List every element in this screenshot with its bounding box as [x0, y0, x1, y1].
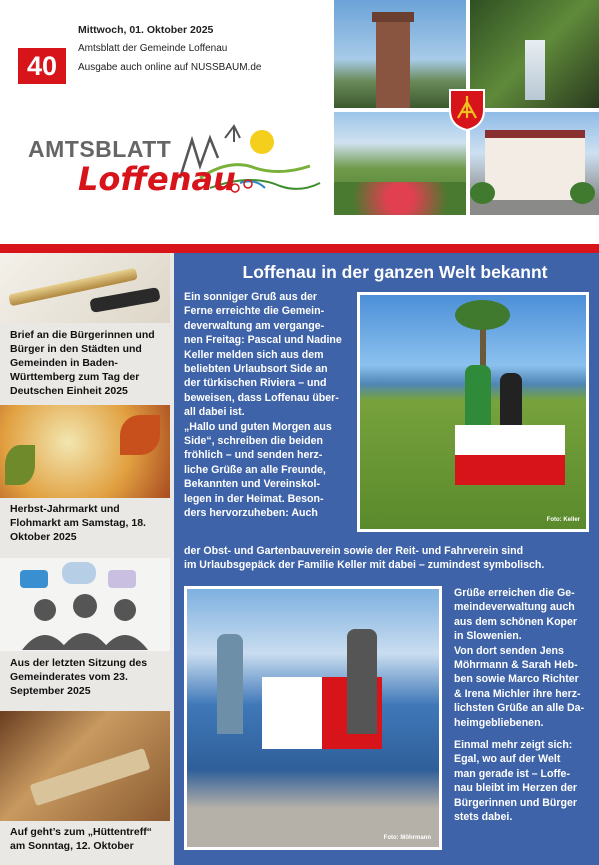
section-divider	[0, 244, 599, 253]
side-photo	[357, 292, 589, 532]
townhall-photo	[470, 112, 599, 215]
logo-amtsblatt: AMTSBLATT	[28, 136, 172, 162]
photo-credit-moehrmann: Foto: Möhrmann	[383, 835, 431, 841]
meeting-icon	[0, 558, 170, 651]
issue-date: Mittwoch, 01. Oktober 2025	[78, 24, 214, 36]
sidebar-item-huettentreff[interactable]: Auf geht’s zum „Hüttentreff“ am Sonntag, 12. Oktober	[10, 826, 152, 852]
article-para1: Ein sonniger Gruß aus der Ferne erreichte die Gemein- deverwaltung am vergange- nen Freitag: Pascal und Nadine Keller melden sich aus dem beliebten Urlaubsort Side an der türkischen Riviera – und beweisen, dass Loffenau über- all dabei ist. „Hallo und guten Morgen aus Side“, schreiben die beiden fröhlich – und senden herz- liche Grüße an alle Freunde, Bekannten und Vereinskol- legen in der Heimat. Beson- ders hervorzuheben: Auch	[184, 291, 342, 520]
sidebar-item-gemeinderat[interactable]: Aus der letzten Sitzung des Gemeinderates vom 23. September 2025	[10, 657, 148, 697]
article-para2: Grüße erreichen die Ge- meindeverwaltung auch aus dem schönen Koper in Slowenien. Von dort senden Jens Möhrmann & Sarah Heb- ben sowie Marco Richter & Irena Michler ihre herz- lichsten Grüße an alle Da- heimgebliebenen. Einmal mehr zeigt sich: Egal, wo auf der Welt man gerade ist – Loffe- nau bleibt im Herzen der Bürgerinnen und Bürger stets dabei.	[454, 587, 585, 824]
sidebar-item-jahrmarkt[interactable]: Herbst-Jahrmarkt und Flohmarkt am Samstag, 18. Oktober 2025	[10, 503, 146, 543]
waterfall-photo	[470, 0, 599, 108]
autumn-leaves-image	[0, 405, 170, 498]
article-title: Loffenau in der ganzen Welt bekannt	[242, 262, 548, 282]
coat-of-arms-icon	[448, 88, 486, 132]
photo-credit-keller: Foto: Keller	[546, 517, 580, 523]
article-para1-continued: der Obst- und Gartenbauverein sowie der Reit- und Fahrverein sind im Urlaubsgepäck der Familie Keller mit dabei – zumindest symbolisch.	[184, 545, 545, 572]
pen-image	[0, 253, 170, 323]
sidebar-item-brief[interactable]: Brief an die Bürgerinnen und Bürger in den Städten und Gemeinden in Baden-Württemberg zum Tag der Deutschen Einheit 2025	[10, 329, 155, 397]
online-line: Ausgabe auch online auf NUSSBAUM.de	[78, 62, 262, 73]
logo-loffenau: Loffenau	[78, 160, 236, 198]
sidebar	[0, 253, 174, 865]
tower-photo	[334, 0, 466, 108]
publisher-line: Amtsblatt der Gemeinde Loffenau	[78, 43, 228, 54]
koper-photo	[184, 586, 442, 850]
issue-number: 40	[18, 48, 66, 84]
park-photo	[334, 112, 466, 215]
hut-sign-image	[0, 711, 170, 821]
